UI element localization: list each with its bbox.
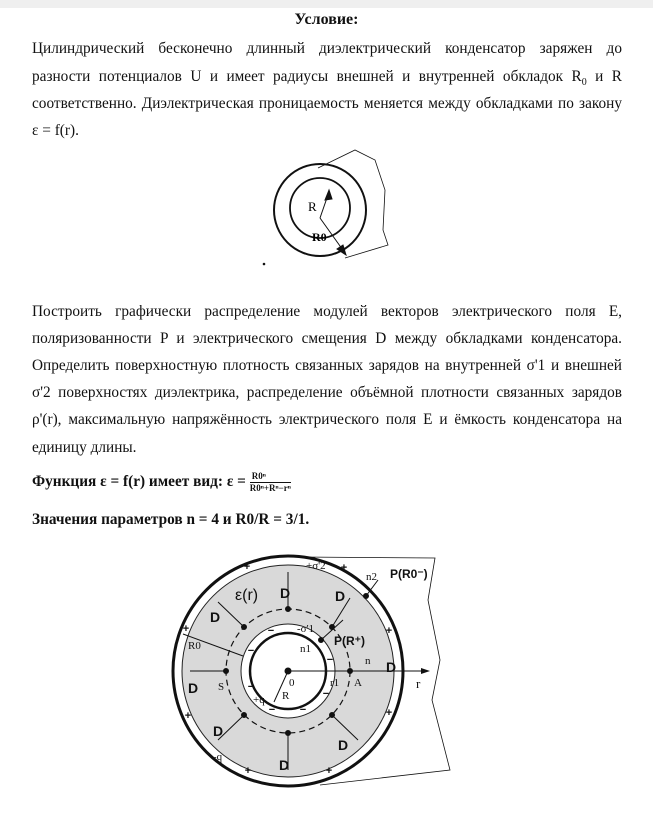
svg-text:+: + [184,710,192,722]
svg-text:−: − [299,704,307,716]
D-label: D [188,680,199,696]
r-axis-label: r [416,676,421,691]
svg-text:−: − [267,625,275,637]
svg-text:+: + [243,561,251,573]
svg-text:−: − [247,645,255,657]
R0-label: R0 [188,640,201,652]
D-label: D [335,588,346,604]
p2-line-5: ρ'(r), максимальную напряжённость электрического поля E и ёмкость конденсатора на [32,411,622,428]
p1-line-2: разности потенциалов U и имеет радиусы внешней и внутренней обкладок $R_0$ и R [32,68,622,89]
page-title: Условие: [294,11,359,28]
D-label: D [213,723,224,739]
D-label: D [210,609,221,625]
P-inner-label: P(R⁺) [334,634,365,648]
p1-line-4: ε = f(r). [32,122,79,139]
S-label: S [218,681,225,693]
svg-text:+: + [385,707,393,719]
sigma2-label: +σ'2 [306,560,326,572]
small-label-R: R [308,199,317,214]
plus-q-label: +q [253,694,265,706]
params-line: Значения параметров n = 4 и R0/R = 3/1. [32,511,310,528]
origin-label: 0 [289,677,295,689]
A-label: A [354,677,362,689]
p2-line-6: единицу длины. [32,439,137,456]
sigma1-label: -σ'1 [297,623,315,635]
svg-text:+: + [385,625,393,637]
D-label: D [386,659,397,675]
epsilon-formula: $\frac{\text{R0ⁿ}}{\text{R0ⁿ+Rⁿ−rⁿ}}$ [249,471,291,493]
svg-text:−: − [268,704,276,716]
function-line: Функция ε = f(r) имеет вид: ε = $\frac{\text{R0ⁿ}}{\text{R0ⁿ+Rⁿ−rⁿ}}$ [32,471,291,493]
p2-line-3: Определить поверхностную плотность связанных зарядов на внутренней σ'1 и внешней [32,357,622,374]
D-label: D [338,737,349,753]
r1-label: r1 [330,677,340,689]
small-capacitor-diagram [263,150,388,265]
R-label: R [282,690,290,702]
P-outer-label: P(R0⁻) [390,567,428,581]
minus-q-label: -q [213,751,223,763]
p2-line-1: Построить графически распределение модулей векторов электрического поля E, [32,303,622,320]
small-label-R0: R0 [312,230,327,244]
n-label: n [365,655,371,667]
svg-text:+: + [182,623,190,635]
svg-text:−: − [322,688,330,700]
epsilon-label: ε(r) [235,587,259,604]
n1-label: n1 [300,643,311,655]
p1-line-3: соответственно. Диэлектрическая проницаемость меняется между обкладками по закону [32,95,622,112]
p1-line-1: Цилиндрический бесконечно длинный диэлектрический конденсатор заряжен до [32,40,622,57]
svg-text:+: + [244,765,252,777]
svg-text:−: − [247,681,255,693]
svg-text:+: + [325,765,333,777]
p2-line-2: поляризованности P и электрического смещения D между обкладками конденсатора. [32,330,622,347]
svg-text:−: − [326,654,334,666]
n2-label: n2 [366,571,377,583]
D-label: D [280,585,291,601]
p2-line-4: σ'2 поверхностях диэлектрика, распределение объёмной плотности связанных зарядов [32,384,622,401]
svg-text:+: + [340,562,348,574]
D-label: D [279,757,290,773]
